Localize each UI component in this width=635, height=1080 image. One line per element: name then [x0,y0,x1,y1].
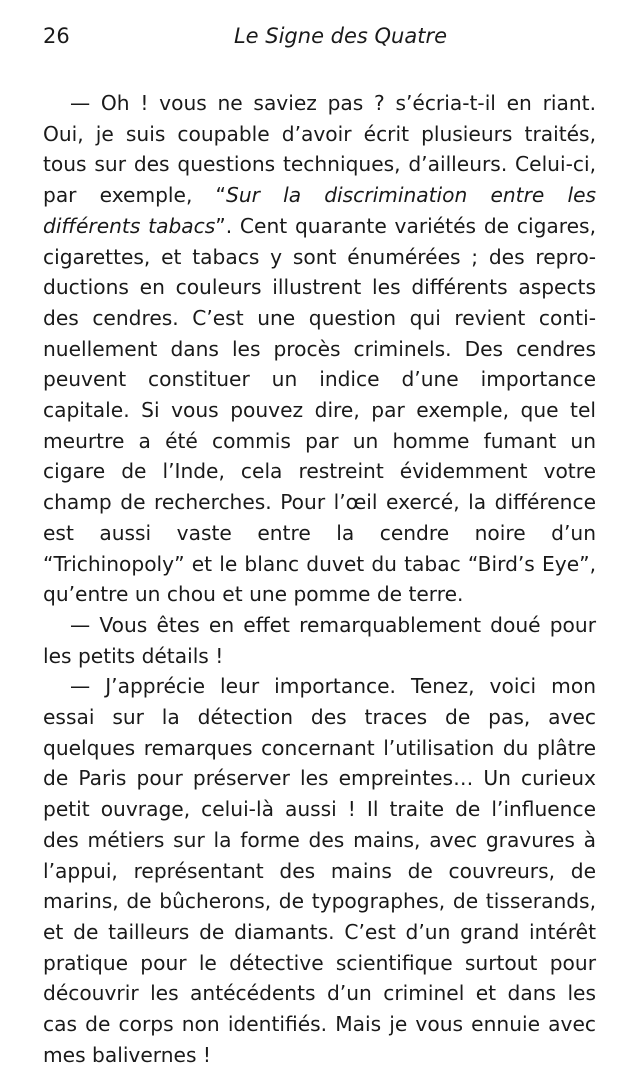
paragraph-1-part-c: ”. Cent quarante variétés de cigares, cigarettes, et tabacs y sont énumérées ; des reproductions en couleurs illustrent les différents aspects des cendres. C’est une question qui revient continuellement dans les procès criminels. Des cendres peuvent constituer un indice d’une importance capitale. Si vous pouvez dire, par exemple, que tel meurtre a été commis par un homme fumant un cigare de l’Inde, cela restreint évidemment votre champ de recherches. Pour l’œil exercé, la différence est aussi vaste entre la cendre noire d’un “Trichinopoly” et le blanc duvet du tabac “Bird’s Eye”, qu’entre un chou et une pomme de terre. [43,213,596,607]
paragraph-1 [43,88,596,610]
page-number: 26 [43,24,70,48]
book-title: Le Signe des Quatre [233,24,448,48]
paragraph-2: — Vous êtes en effet remarquablement doué pour les petits détails ! [43,612,596,668]
running-header [43,20,598,52]
paragraph-1-part-a: — Oh ! vous ne saviez pas ? s’écria-t-il en riant. Oui, je suis coupable d’avoir écrit plusieurs traités, tous sur des questions techniques, d’ailleurs. Celui-ci, par exemple, “ [43,91,596,208]
paragraph-3: — J’apprécie leur importance. Tenez, voici mon essai sur la détection des traces de pas, avec quelques remarques concernant l’utilisation du plâtre de Paris pour préserver les empreintes… Un curieux petit ouvrage, celui-là aussi ! Il traite de l’influence des métiers sur la forme des mains, avec gravures à l’appui, représentant des mains de couvreurs, de marins, de bûcherons, de typographes, de tisserands, et de tailleurs de diamants. C’est d’un grand intérêt pratique pour le détective scientifique surtout pour découvrir les antécédents d’un criminel et dans les cas de corps non identifiés. Mais je vous ennuie avec mes balivernes ! [43,674,596,1067]
book-title-italic: Sur la discrimination entre les différents tabacs [43,183,597,238]
body-text [43,88,596,1071]
